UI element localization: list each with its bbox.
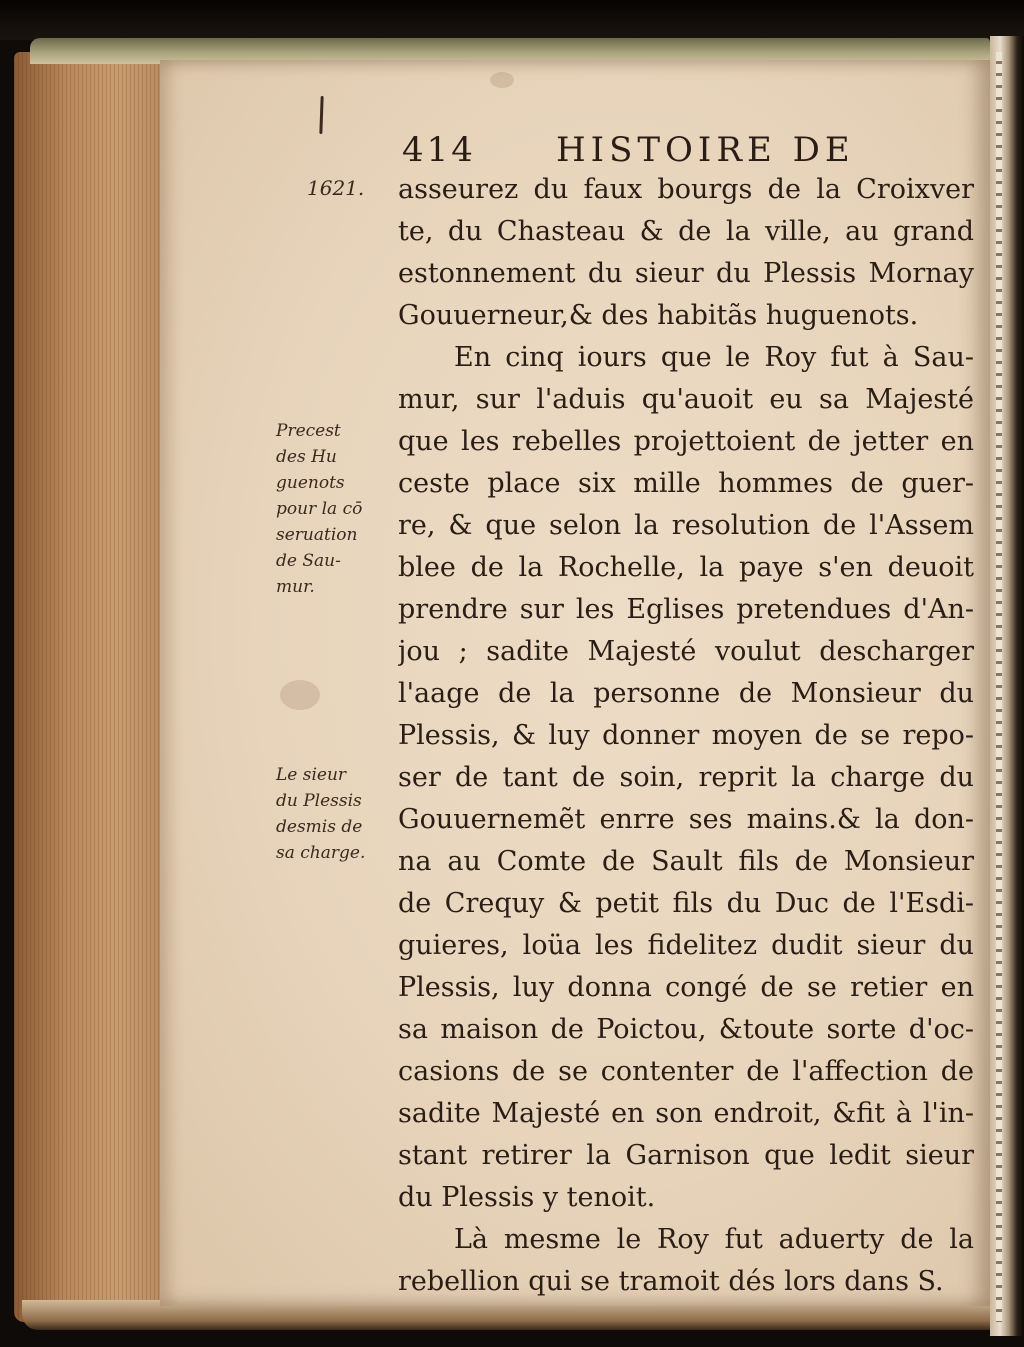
running-title: HISTOIRE DE (556, 130, 855, 170)
text-line: estonnement du sieur du Plessis Mornay (398, 258, 974, 289)
text-line: sadite Majesté en son endroit, &fit à l'in- (398, 1098, 974, 1129)
text-line: Gouuernemẽt enrre ses mains.& la don- (398, 804, 974, 835)
text-line: En cinq iours que le Roy fut à Sau- (454, 342, 974, 373)
page-fore-edge (14, 52, 164, 1322)
marginal-note-line: seruation (276, 525, 358, 545)
page-number: 414 (402, 130, 476, 170)
marginal-note-line: pour la cō (276, 499, 363, 519)
text-line: Plessis, luy donna congé de se retier en (398, 972, 974, 1003)
marginal-note-line: desmis de (276, 817, 363, 837)
marginal-note-line: Le sieur (276, 765, 347, 785)
text-line: blee de la Rochelle, la paye s'en deuoit (398, 552, 974, 583)
marginal-note-line: Precest (276, 421, 341, 441)
text-line: na au Comte de Sault fils de Monsieur (398, 846, 974, 877)
text-line: stant retirer la Garnison que ledit sieur (398, 1140, 974, 1171)
text-line: Gouuerneur,& des habitãs huguenots. (398, 300, 919, 331)
text-line: de Crequy & petit fils du Duc de l'Esdi- (398, 888, 974, 919)
marginal-note-line: du Plessis (276, 791, 362, 811)
text-line: ceste place six mille hommes de guer- (398, 468, 974, 499)
text-line: prendre sur les Eglises pretendues d'An- (398, 594, 974, 625)
background-shadow (0, 0, 1024, 40)
text-line: du Plessis y tenoit. (398, 1182, 656, 1213)
text-line: Plessis, & luy donner moyen de se repo- (398, 720, 974, 751)
text-line: re, & que selon la resolution de l'Assem (398, 510, 974, 541)
text-line: guieres, loüa les fidelitez dudit sieur du (398, 930, 974, 961)
marginal-note-line: guenots (276, 473, 345, 493)
text-line: que les rebelles projettoient de jetter en (398, 426, 974, 457)
text-line: te, du Chasteau & de la ville, au grand (398, 216, 974, 247)
text-line: mur, sur l'aduis qu'auoit eu sa Majesté (398, 384, 974, 415)
marginal-note-line: de Sau- (276, 551, 341, 571)
marginal-note-line: des Hu (276, 447, 337, 467)
year-marginal: 1621. (307, 176, 365, 200)
text-line: l'aage de la personne de Monsieur du (398, 678, 974, 709)
marginal-note-line: mur. (276, 577, 315, 597)
text-line: jou ; sadite Majesté voulut descharger (398, 636, 974, 667)
marginal-note (276, 762, 394, 866)
marginal-note (276, 418, 394, 600)
text-line: asseurez du faux bourgs de la Croixver (398, 174, 974, 205)
text-line: casions de se contenter de l'affection de (398, 1056, 974, 1087)
binding-strip (996, 52, 1002, 1322)
text-line: rebellion qui se tramoit dés lors dans S. (398, 1266, 944, 1297)
text-line: ser de tant de soin, reprit la charge du (398, 762, 974, 793)
marginal-note-line: sa charge. (276, 843, 366, 863)
text-line: sa maison de Poictou, &toute sorte d'oc- (398, 1014, 974, 1045)
text-line: Là mesme le Roy fut aduerty de la (454, 1224, 974, 1255)
